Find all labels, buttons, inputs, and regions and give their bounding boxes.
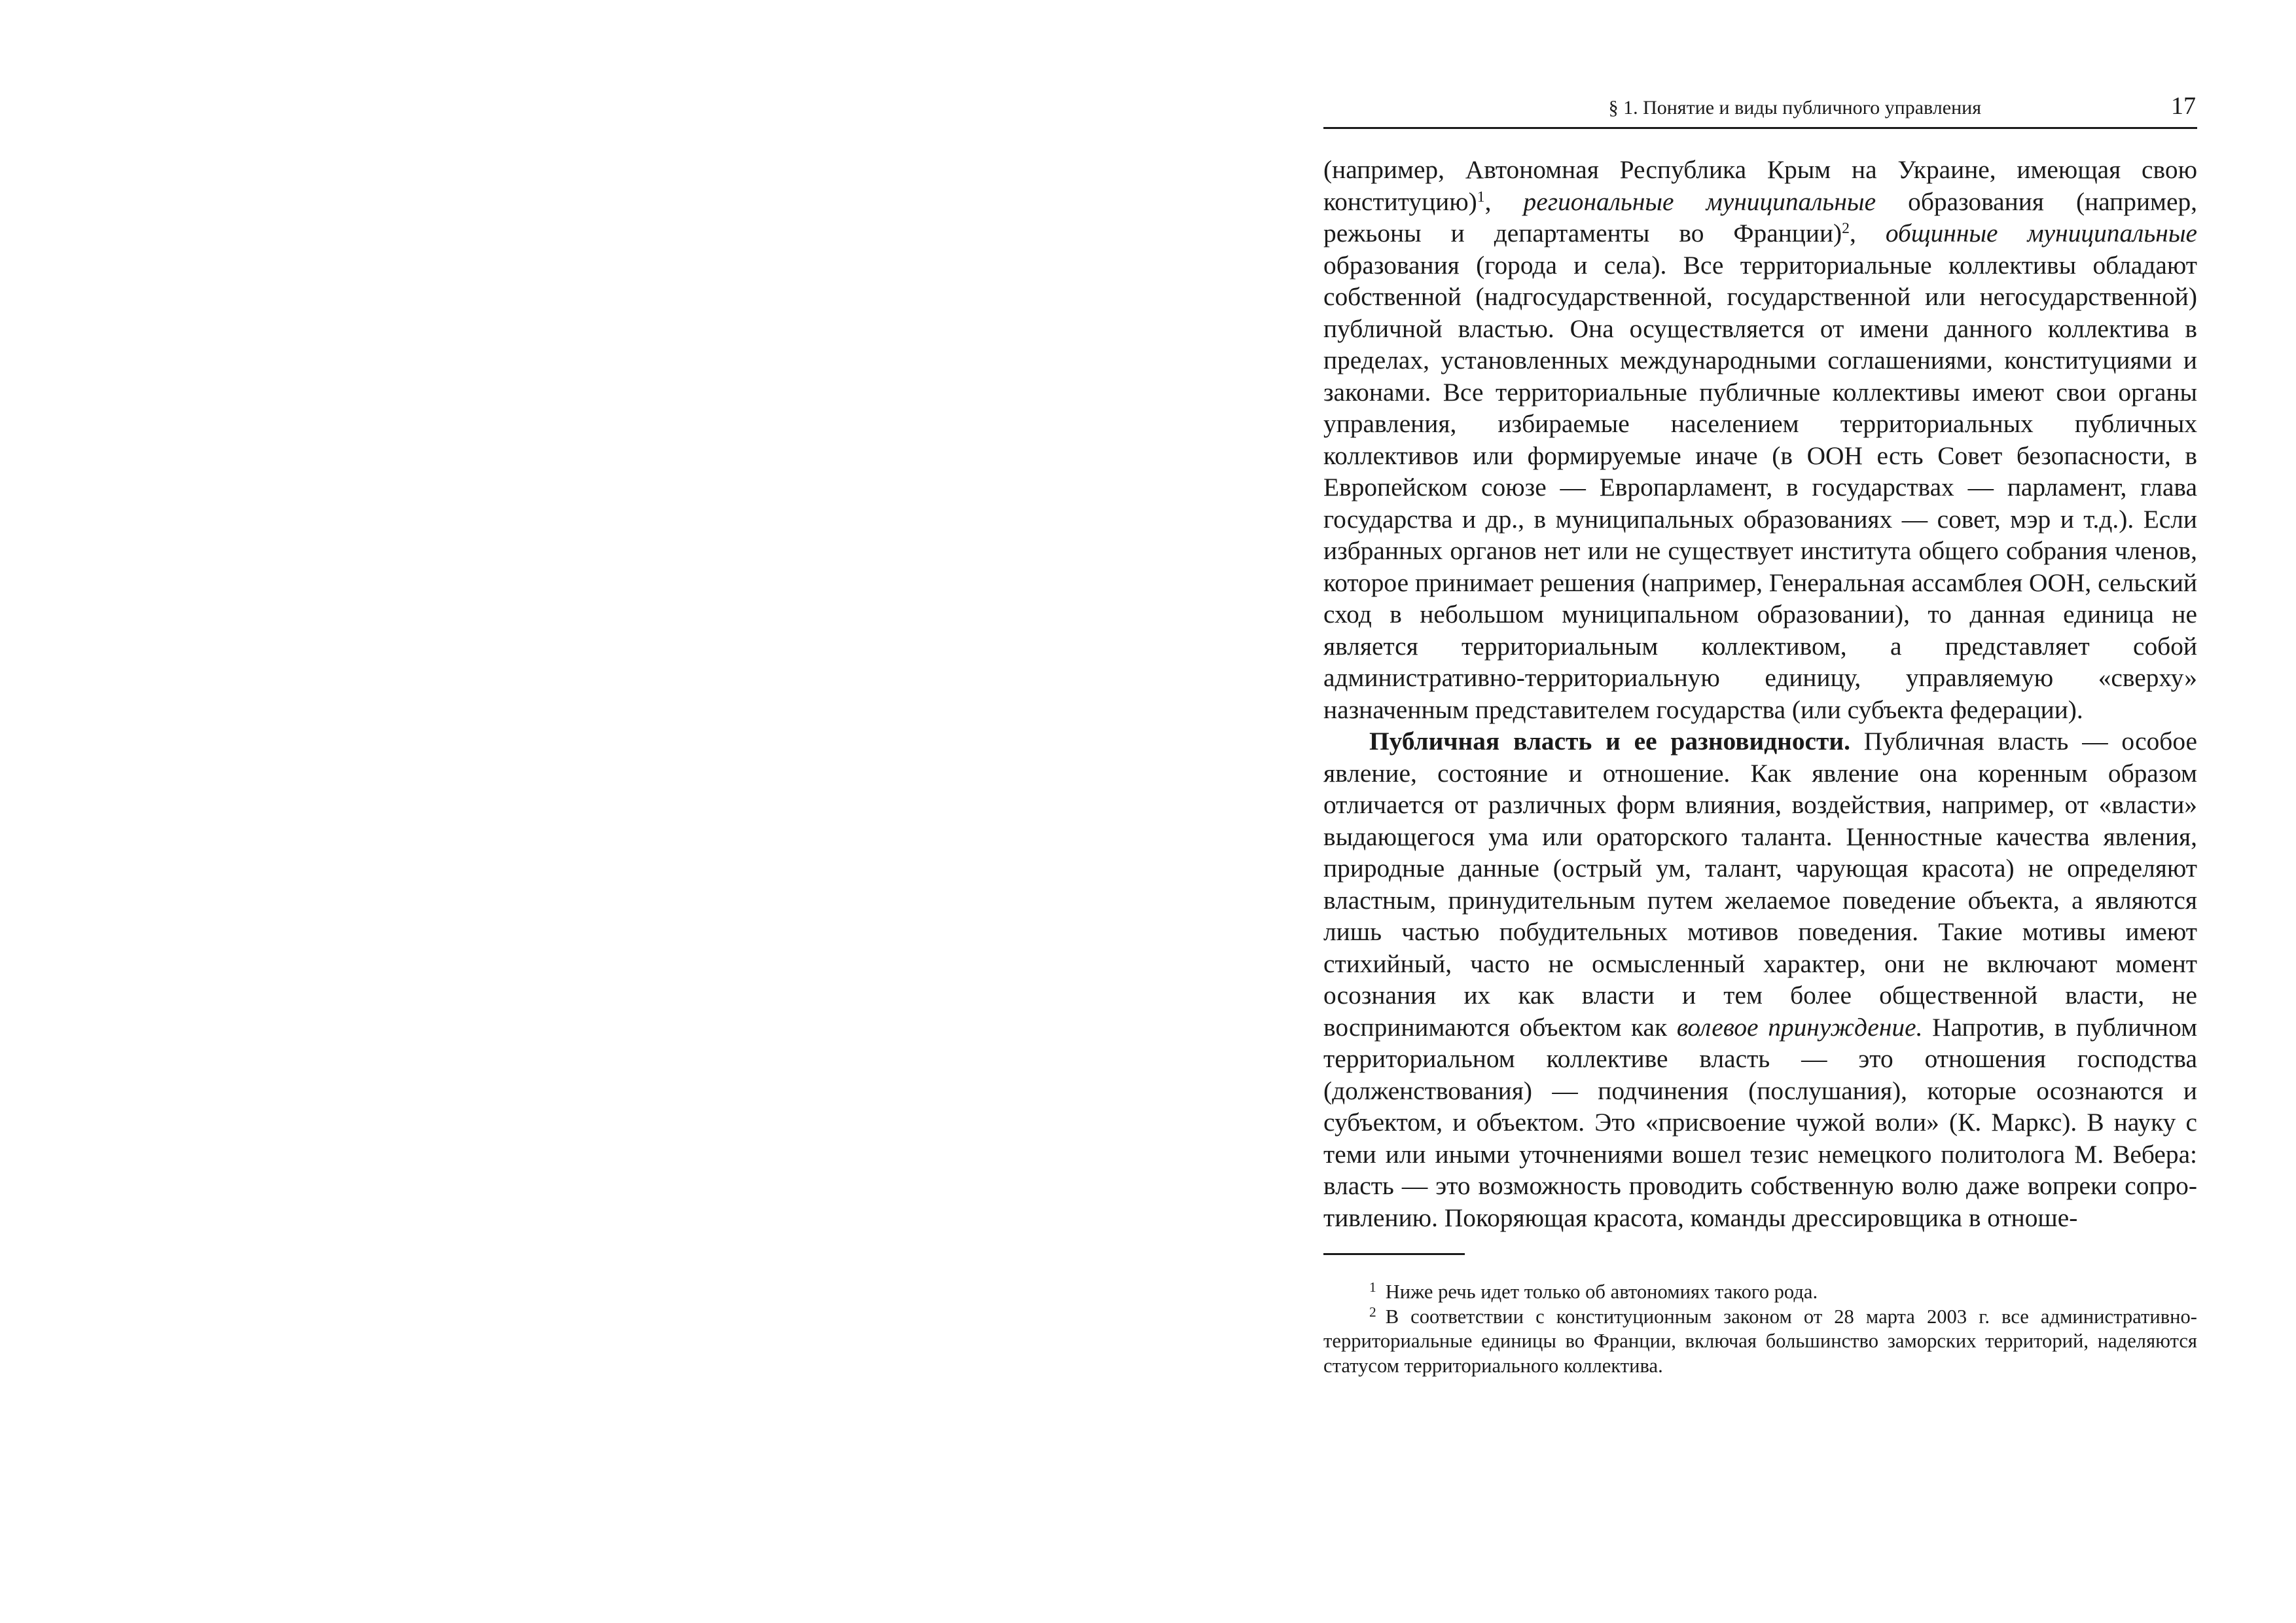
footnote-ref-2: 2 [1842,220,1850,237]
paragraph-1-text-2: , [1484,187,1524,216]
footnotes [1323,1280,2197,1378]
paragraph-1-text-3: образования (например, режьоны и департаменты во Франции) [1323,187,2197,247]
paragraph-1-italic-1: региональные муниципальные [1523,187,1876,216]
book-page [1323,92,2197,1378]
paragraph-2 [1323,725,2197,1233]
paragraph-1 [1323,154,2197,725]
paragraph-2-italic-1: волевое принуждение. [1676,1012,1923,1042]
paragraph-1-text-1: (например, Автономная Республика Крым на Украине, имеющая свою конституцию) [1323,155,2197,216]
running-title: § 1. Понятие и виды публичного управления [1608,97,1981,119]
footnote-2 [1323,1305,2197,1379]
page-number: 17 [2171,92,2196,120]
paragraph-2-text-2: Напротив, в публичном территориальном коллективе власть — это отношения господства (долженствования) — подчинения (послушания), которые осознаются и субъектом, и объектом. Это «присвоение чужой воли» (К. Маркс). В науку с теми или иными уточнениями вошел тезис немецкого политолога М. Вебера: власть — это возможность проводить собственную волю даже вопреки сопротивлению. Покоряющая красота, команды дрессировщика в отноше- [1323,1012,2197,1232]
body-text [1323,154,2197,1233]
paragraph-1-italic-2: общинные муниципальные [1885,219,2197,247]
footnote-1-text: Ниже речь идет только об автономиях такого рода. [1385,1281,1818,1303]
paragraph-1-text-5: образования (города и села). Все территориальные коллективы обладают собственной (надгосударственной, государственной или негосударственной) публичной властью. Она осуществляется от имени данного коллектива в пределах, установленных международными соглашениями, конституциями и законами. Все территориальные публичные коллективы имеют свои органы управления, избираемые населением территориальных публичных коллективов или формируемые иначе (в ООН есть Совет безопасности, в Европейском союзе — Европарламент, в государствах — парламент, глава государства и др., в муниципальных образованиях — совет, мэр и т.д.). Если избранных органов нет или не существует института общего собрания членов, которое принимает решения (например, Генеральная ассамблея ООН, сельский сход в небольшом муниципальном образовании), то данная единица не является территориальным коллективом, а представляет собой административно-территориальную единицу, управляемую «сверху» назначенным представителем государства (или субъекта федерации). [1323,250,2197,724]
section-heading-inline: Публичная власть и ее разновидности. [1369,727,1850,756]
footnote-2-marker: 2 [1369,1304,1376,1320]
footnote-2-text: В соответствии с конституционным законом от 28 марта 2003 г. все административно-территориальные единицы во Франции, включая большинство заморских территорий, наделяются статусом территориального коллектива. [1323,1305,2197,1377]
paragraph-1-text-4: , [1849,219,1886,247]
running-head [1323,92,2197,129]
footnote-1-marker: 1 [1369,1279,1376,1296]
footnote-ref-1: 1 [1477,188,1485,206]
footnote-1 [1323,1280,2197,1305]
footnote-divider [1323,1253,1465,1255]
paragraph-2-text-1: Публичная власть — особое явление, состояние и отношение. Как явление она коренным образом отличается от различных форм влияния, воздействия, например, от «власти» выдающегося ума или ораторского таланта. Ценностные качества явления, природные данные (острый ум, талант, чарующая красота) не определяют властным, принудительным путем желаемое поведение объекта, а являются лишь частью побудительных мотивов поведения. Такие мотивы имеют стихийный, часто не осмысленный характер, они не включают момент осознания их как власти и тем более общественной власти, не воспринимаются объектом как [1323,727,2197,1042]
